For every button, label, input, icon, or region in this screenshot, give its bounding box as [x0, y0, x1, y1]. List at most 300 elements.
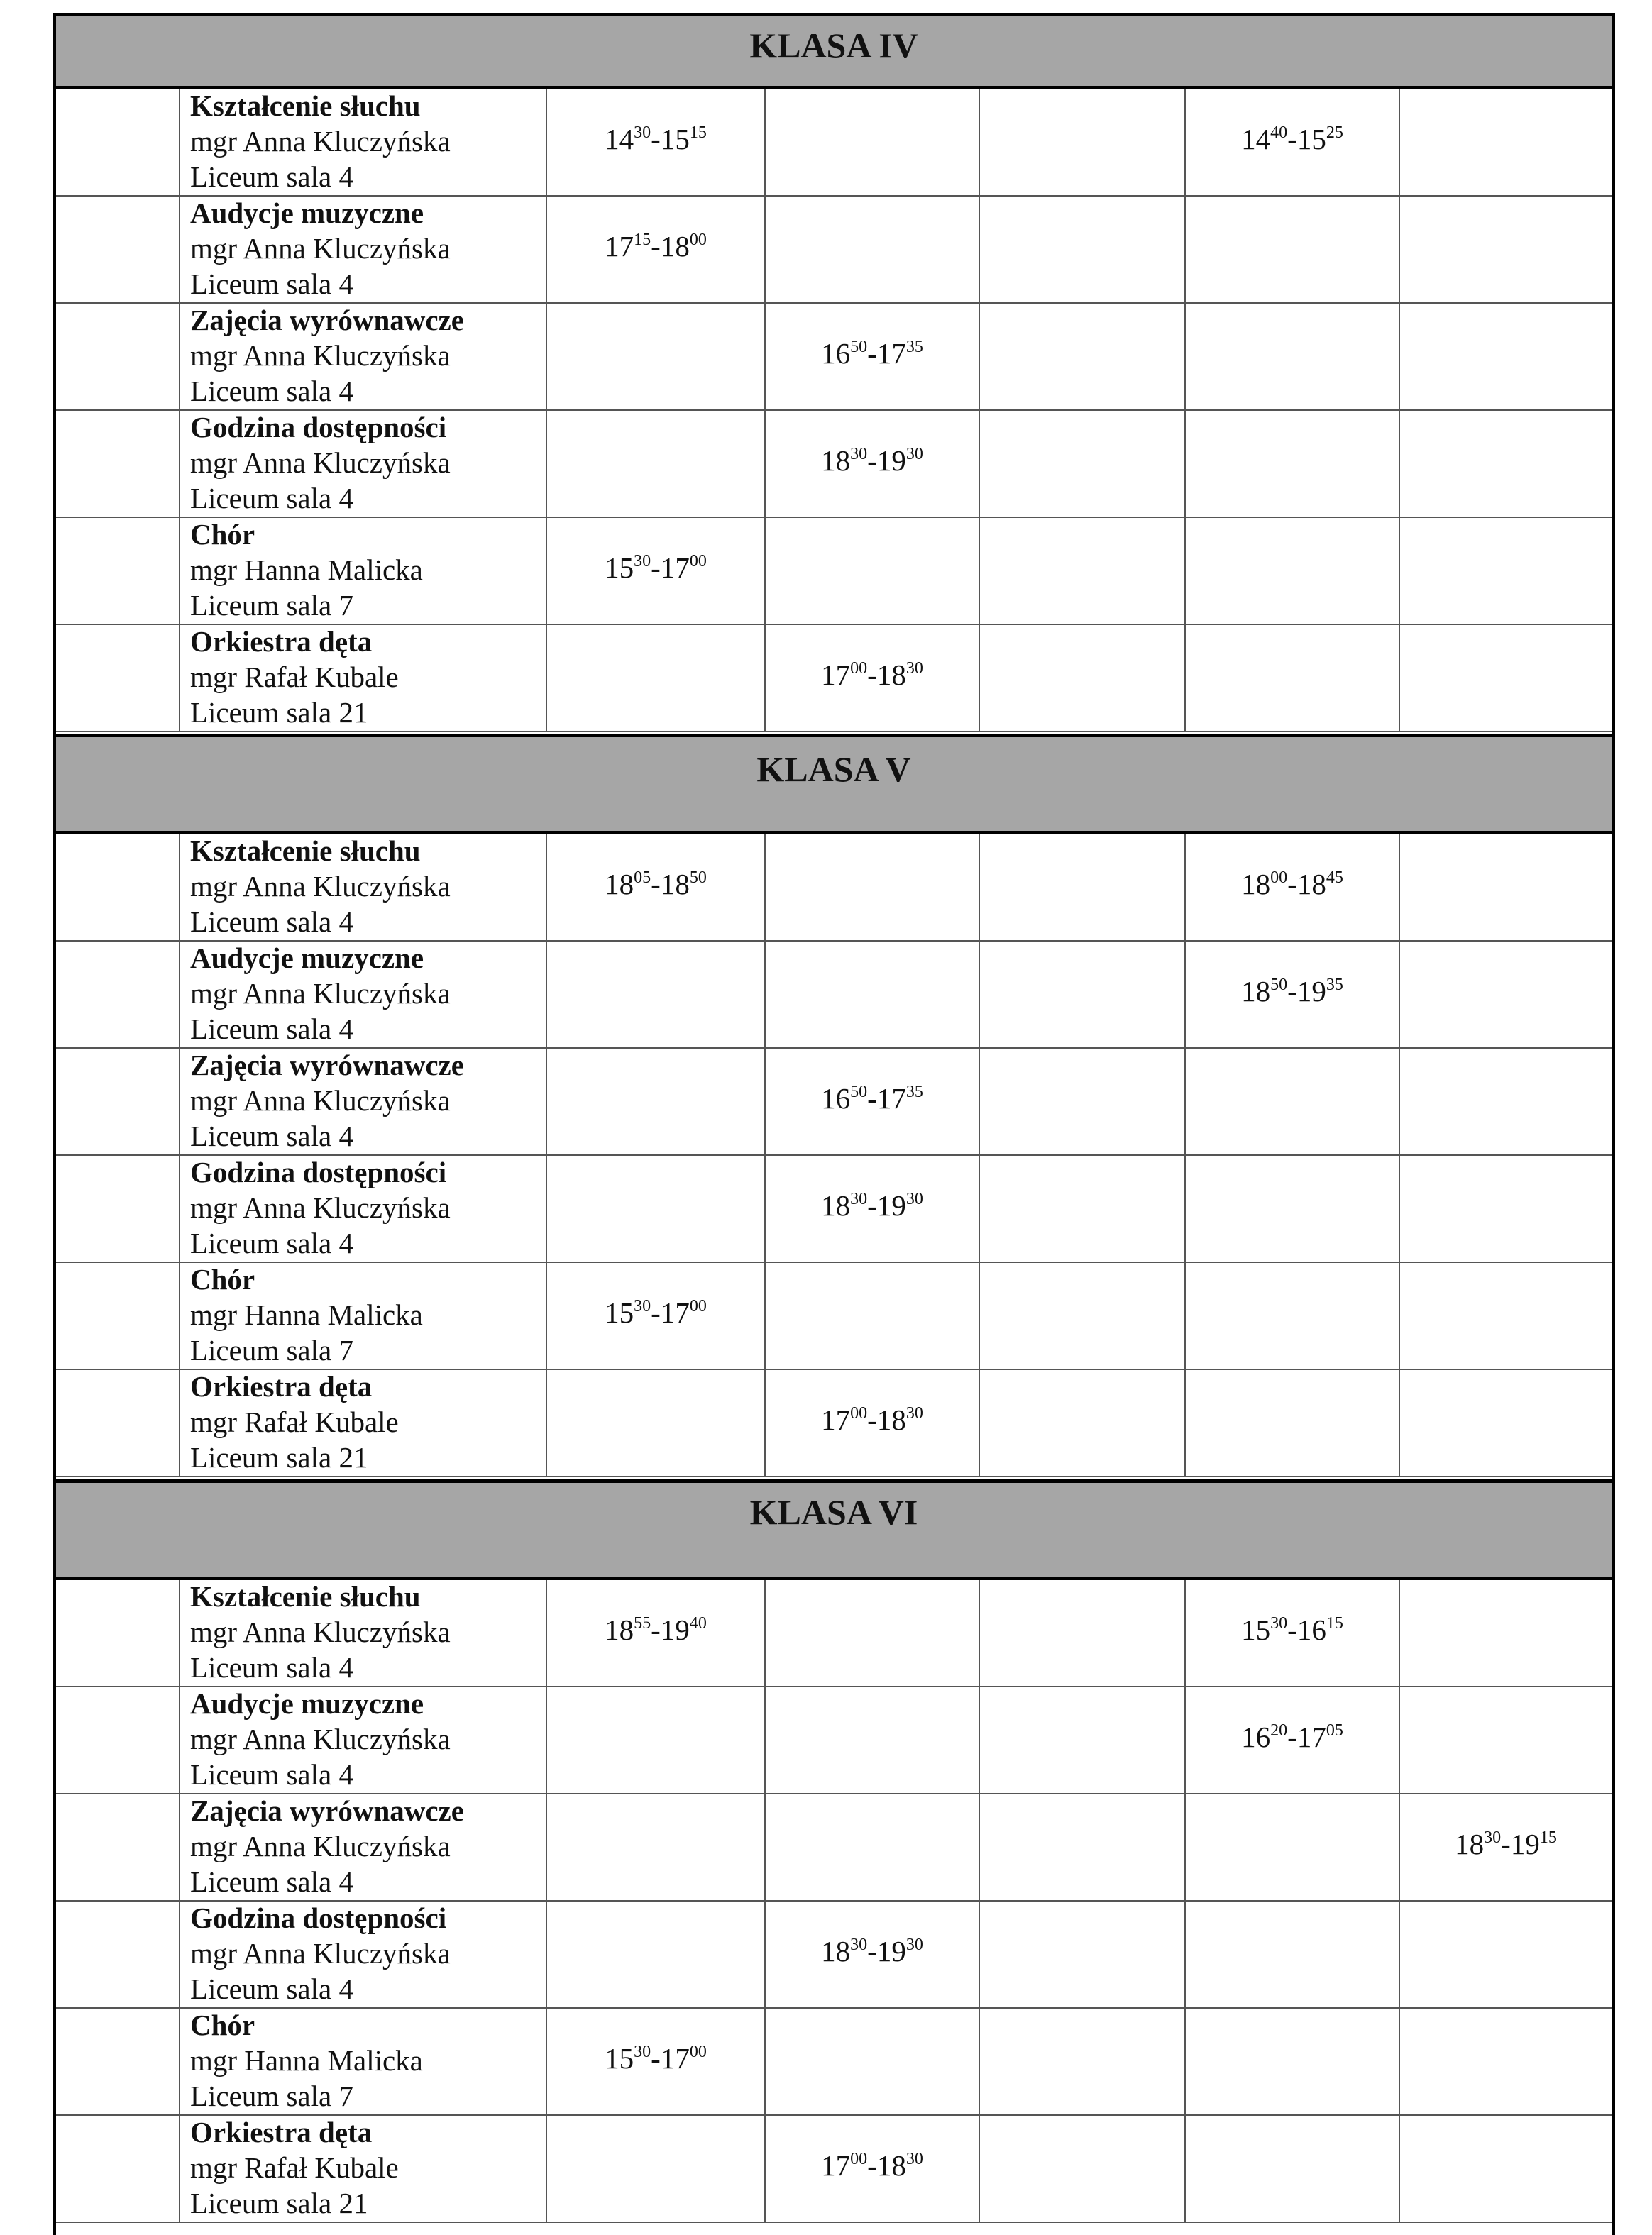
time-minutes: 00: [689, 231, 707, 249]
teacher-name: mgr Anna Kluczyńska: [190, 1191, 451, 1224]
time-cell: [766, 834, 980, 942]
time-hour: 18: [1455, 1828, 1485, 1860]
time-range: $18^{55}-19^{40}$: [605, 1613, 707, 1646]
subject-info: [190, 302, 464, 409]
time-minutes: 20: [1270, 1721, 1288, 1740]
time-hour: 18: [1241, 868, 1271, 900]
subject-cell: [180, 625, 547, 732]
teacher-name: mgr Anna Kluczyńska: [190, 1084, 451, 1117]
time-hour: 18: [876, 1403, 906, 1436]
time-minutes: 30: [905, 1404, 923, 1423]
time-cell: [1186, 2009, 1400, 2116]
time-cell: [766, 1794, 980, 1902]
time-hour: 18: [605, 868, 634, 900]
subject-info: [190, 624, 399, 730]
subject-name: Orkiestra dęta: [190, 2116, 373, 2148]
blank-cell: [56, 1794, 180, 1902]
time-cell: [980, 518, 1186, 625]
time-cell: [980, 1580, 1186, 1687]
time-minutes: 30: [905, 1936, 923, 1954]
teacher-name: mgr Rafał Kubale: [190, 1406, 399, 1438]
time-range: $15^{30}-17^{00}$: [605, 1296, 707, 1329]
time-cell: [547, 2116, 766, 2223]
time-cell: [1186, 89, 1400, 197]
subject-cell: [180, 411, 547, 518]
teacher-name: mgr Rafał Kubale: [190, 2151, 399, 2184]
room-label: Liceum sala 4: [190, 1651, 353, 1684]
subject-cell: [180, 1370, 547, 1477]
time-cell: [766, 1687, 980, 1794]
time-cell: [1400, 89, 1612, 197]
subject-cell: [180, 1263, 547, 1370]
subject-cell: [180, 89, 547, 197]
time-minutes: 55: [634, 1614, 651, 1633]
time-cell: [980, 1370, 1186, 1477]
time-minutes: 45: [1326, 868, 1343, 887]
time-hour: 19: [876, 1189, 906, 1222]
time-range: $16^{20}-17^{05}$: [1241, 1721, 1343, 1753]
time-hour: 18: [1241, 975, 1271, 1008]
subject-info: [190, 1793, 464, 1899]
teacher-name: mgr Hanna Malicka: [190, 2044, 423, 2077]
time-range: $15^{30}-16^{15}$: [1241, 1613, 1343, 1646]
subject-info: [190, 2007, 423, 2114]
time-cell: [766, 197, 980, 304]
teacher-name: mgr Anna Kluczyńska: [190, 125, 451, 158]
blank-cell: [56, 1370, 180, 1477]
time-cell: [547, 1902, 766, 2009]
teacher-name: mgr Hanna Malicka: [190, 553, 423, 586]
time-minutes: 30: [634, 123, 651, 142]
time-cell: [980, 197, 1186, 304]
time-hour: 19: [876, 1935, 906, 1968]
subject-name: Audycje muzyczne: [190, 942, 424, 974]
schedule-row: [56, 1049, 1612, 1156]
blank-cell: [56, 304, 180, 411]
time-cell: [766, 1580, 980, 1687]
time-hour: 16: [821, 1082, 851, 1115]
time-hour: 17: [660, 2042, 690, 2075]
room-label: Liceum sala 4: [190, 160, 353, 193]
blank-cell: [56, 197, 180, 304]
subject-name: Zajęcia wyrównawcze: [190, 304, 464, 336]
time-minutes: 30: [905, 1190, 923, 1208]
time-minutes: 30: [905, 2150, 923, 2168]
time-cell: [1186, 1902, 1400, 2009]
time-cell: [1186, 304, 1400, 411]
subject-name: Kształcenie słuchu: [190, 834, 421, 867]
time-minutes: 40: [1270, 123, 1288, 142]
time-minutes: 30: [634, 2043, 651, 2061]
room-label: Liceum sala 7: [190, 2080, 353, 2112]
time-cell: [980, 1794, 1186, 1902]
time-cell: [980, 1049, 1186, 1156]
time-range: $14^{40}-15^{25}$: [1241, 123, 1343, 155]
subject-name: Zajęcia wyrównawcze: [190, 1794, 464, 1827]
time-cell: [1186, 1794, 1400, 1902]
time-hour: 15: [605, 2042, 634, 2075]
time-cell: [547, 1156, 766, 1263]
time-range: $14^{30}-15^{15}$: [605, 123, 707, 155]
section-header: [56, 734, 1612, 834]
time-cell: [1186, 942, 1400, 1049]
schedule-row: [56, 1902, 1612, 2009]
time-cell: [1186, 518, 1400, 625]
subject-cell: [180, 1049, 547, 1156]
time-hour: 18: [821, 444, 851, 477]
blank-cell: [56, 1049, 180, 1156]
time-hour: 18: [876, 2149, 906, 2182]
blank-cell: [56, 1156, 180, 1263]
teacher-name: mgr Anna Kluczyńska: [190, 339, 451, 372]
time-minutes: 50: [1270, 976, 1288, 994]
time-minutes: 00: [689, 1297, 707, 1315]
schedule-row: [56, 89, 1612, 197]
schedule-row: [56, 411, 1612, 518]
time-minutes: 15: [634, 231, 651, 249]
time-cell: [766, 2116, 980, 2223]
blank-cell: [56, 1687, 180, 1794]
time-minutes: 35: [1326, 976, 1343, 994]
time-cell: [980, 834, 1186, 942]
time-cell: [980, 2009, 1186, 2116]
subject-cell: [180, 942, 547, 1049]
time-cell: [1400, 1156, 1612, 1263]
teacher-name: mgr Anna Kluczyńska: [190, 1830, 451, 1862]
schedule-row: [56, 197, 1612, 304]
time-minutes: 50: [850, 1083, 868, 1101]
time-cell: [766, 89, 980, 197]
time-cell: [980, 89, 1186, 197]
time-minutes: 30: [850, 1936, 868, 1954]
time-hour: 17: [605, 230, 634, 263]
time-hour: 15: [1241, 1613, 1271, 1646]
time-cell: [1400, 518, 1612, 625]
subject-cell: [180, 197, 547, 304]
room-label: Liceum sala 4: [190, 1758, 353, 1791]
time-hour: 18: [660, 230, 690, 263]
subject-info: [190, 195, 451, 302]
teacher-name: mgr Anna Kluczyńska: [190, 232, 451, 265]
time-hour: 14: [1241, 123, 1271, 155]
blank-cell: [56, 1580, 180, 1687]
time-cell: [980, 411, 1186, 518]
room-label: Liceum sala 21: [190, 1441, 368, 1474]
time-cell: [1186, 197, 1400, 304]
time-cell: [547, 1687, 766, 1794]
time-minutes: 00: [689, 552, 707, 570]
subject-info: [190, 517, 423, 623]
room-label: Liceum sala 4: [190, 905, 353, 938]
time-hour: 19: [1510, 1828, 1540, 1860]
time-range: $15^{30}-17^{00}$: [605, 551, 707, 584]
time-range: $15^{30}-17^{00}$: [605, 2042, 707, 2075]
subject-name: Godzina dostępności: [190, 1156, 447, 1188]
subject-info: [190, 1686, 451, 1792]
teacher-name: mgr Anna Kluczyńska: [190, 1616, 451, 1648]
time-minutes: 30: [1270, 1614, 1288, 1633]
teacher-name: mgr Anna Kluczyńska: [190, 446, 451, 479]
time-cell: [1186, 1049, 1400, 1156]
time-cell: [1400, 2009, 1612, 2116]
subject-cell: [180, 304, 547, 411]
time-hour: 18: [821, 1189, 851, 1222]
teacher-name: mgr Anna Kluczyńska: [190, 977, 451, 1010]
subject-cell: [180, 1156, 547, 1263]
time-cell: [547, 1263, 766, 1370]
schedule-row: [56, 304, 1612, 411]
time-minutes: 50: [850, 338, 868, 356]
time-hour: 14: [605, 123, 634, 155]
teacher-name: mgr Anna Kluczyńska: [190, 1937, 451, 1970]
time-cell: [547, 304, 766, 411]
time-minutes: 35: [905, 1083, 923, 1101]
time-minutes: 30: [634, 552, 651, 570]
time-hour: 15: [605, 1296, 634, 1329]
teacher-name: mgr Anna Kluczyńska: [190, 1723, 451, 1755]
time-cell: [547, 834, 766, 942]
time-cell: [1400, 1580, 1612, 1687]
time-minutes: 00: [850, 2150, 868, 2168]
time-hour: 16: [821, 337, 851, 370]
time-hour: 15: [660, 123, 690, 155]
time-minutes: 30: [905, 445, 923, 463]
time-cell: [1400, 942, 1612, 1049]
subject-info: [190, 88, 451, 194]
schedule-row: [56, 625, 1612, 732]
time-cell: [766, 625, 980, 732]
time-cell: [1186, 1156, 1400, 1263]
subject-name: Orkiestra dęta: [190, 625, 373, 658]
subject-info: [190, 409, 451, 516]
time-range: $18^{00}-18^{45}$: [1241, 868, 1343, 900]
subject-cell: [180, 834, 547, 942]
subject-cell: [180, 1580, 547, 1687]
subject-cell: [180, 1902, 547, 2009]
blank-cell: [56, 2116, 180, 2223]
time-hour: 15: [1296, 123, 1326, 155]
time-range: $17^{00}-18^{30}$: [821, 2149, 923, 2182]
time-range: $17^{00}-18^{30}$: [821, 658, 923, 691]
time-cell: [980, 304, 1186, 411]
time-cell: [766, 1156, 980, 1263]
subject-name: Chór: [190, 518, 255, 551]
time-cell: [766, 1370, 980, 1477]
subject-name: Godzina dostępności: [190, 1902, 447, 1934]
time-cell: [1186, 411, 1400, 518]
time-cell: [980, 1687, 1186, 1794]
time-hour: 19: [876, 444, 906, 477]
time-minutes: 35: [905, 338, 923, 356]
time-minutes: 15: [1539, 1828, 1557, 1847]
schedule-row: [56, 1370, 1612, 1477]
time-cell: [980, 942, 1186, 1049]
time-range: $18^{30}-19^{30}$: [821, 444, 923, 477]
time-cell: [547, 2009, 766, 2116]
subject-name: Orkiestra dęta: [190, 1370, 373, 1403]
subject-name: Chór: [190, 1263, 255, 1296]
subject-name: Kształcenie słuchu: [190, 89, 421, 122]
time-hour: 18: [660, 868, 690, 900]
subject-name: Audycje muzyczne: [190, 1687, 424, 1720]
time-cell: [1400, 197, 1612, 304]
time-cell: [766, 304, 980, 411]
time-minutes: 05: [1326, 1721, 1343, 1740]
schedule-row: [56, 1263, 1612, 1370]
time-cell: [1186, 1580, 1400, 1687]
teacher-name: mgr Hanna Malicka: [190, 1298, 423, 1331]
time-cell: [1186, 2116, 1400, 2223]
time-cell: [547, 197, 766, 304]
room-label: Liceum sala 4: [190, 1012, 353, 1045]
time-range: $16^{50}-17^{35}$: [821, 1082, 923, 1115]
time-cell: [1400, 304, 1612, 411]
blank-cell: [56, 1902, 180, 2009]
time-minutes: 05: [634, 868, 651, 887]
time-cell: [980, 625, 1186, 732]
time-range: $18^{05}-18^{50}$: [605, 868, 707, 900]
time-range: $18^{30}-19^{30}$: [821, 1935, 923, 1968]
section-title: KLASA IV: [749, 26, 918, 65]
room-label: Liceum sala 21: [190, 2187, 368, 2219]
time-cell: [547, 1580, 766, 1687]
time-minutes: 25: [1326, 123, 1343, 142]
time-cell: [1186, 1687, 1400, 1794]
time-cell: [766, 942, 980, 1049]
time-hour: 17: [660, 1296, 690, 1329]
time-minutes: 30: [850, 1190, 868, 1208]
room-label: Liceum sala 4: [190, 267, 353, 300]
time-hour: 17: [876, 1082, 906, 1115]
subject-info: [190, 2114, 399, 2221]
time-cell: [980, 1263, 1186, 1370]
time-range: $17^{00}-18^{30}$: [821, 1403, 923, 1436]
time-cell: [1400, 834, 1612, 942]
time-minutes: 15: [1326, 1614, 1343, 1633]
time-minutes: 00: [1270, 868, 1288, 887]
time-cell: [766, 411, 980, 518]
subject-info: [190, 1154, 451, 1261]
time-cell: [547, 411, 766, 518]
subject-name: Godzina dostępności: [190, 411, 447, 443]
time-hour: 17: [1296, 1721, 1326, 1753]
blank-cell: [56, 518, 180, 625]
time-cell: [1186, 1263, 1400, 1370]
subject-cell: [180, 518, 547, 625]
schedule-row: [56, 834, 1612, 942]
time-range: $18^{30}-19^{30}$: [821, 1189, 923, 1222]
time-hour: 17: [660, 551, 690, 584]
schedule-row: [56, 2009, 1612, 2116]
time-cell: [1186, 1370, 1400, 1477]
time-cell: [766, 1902, 980, 2009]
time-minutes: 30: [1484, 1828, 1502, 1847]
time-cell: [547, 89, 766, 197]
time-hour: 18: [605, 1613, 634, 1646]
subject-cell: [180, 2009, 547, 2116]
subject-cell: [180, 1687, 547, 1794]
time-hour: 17: [876, 337, 906, 370]
subject-info: [190, 940, 451, 1047]
time-cell: [766, 2009, 980, 2116]
blank-cell: [56, 834, 180, 942]
time-cell: [980, 1902, 1186, 2009]
time-minutes: 30: [634, 1297, 651, 1315]
section-header: [56, 13, 1612, 89]
time-minutes: 15: [689, 123, 707, 142]
room-label: Liceum sala 4: [190, 1972, 353, 2005]
subject-info: [190, 833, 451, 939]
time-cell: [1400, 1370, 1612, 1477]
time-minutes: 00: [689, 2043, 707, 2061]
time-minutes: 30: [905, 659, 923, 678]
time-cell: [547, 518, 766, 625]
time-minutes: 30: [850, 445, 868, 463]
time-cell: [980, 1156, 1186, 1263]
time-cell: [1186, 625, 1400, 732]
time-cell: [1400, 1902, 1612, 2009]
time-minutes: 00: [850, 1404, 868, 1423]
time-cell: [766, 1049, 980, 1156]
time-cell: [1400, 1794, 1612, 1902]
schedule-table: [53, 13, 1615, 2235]
room-label: Liceum sala 7: [190, 589, 353, 622]
blank-cell: [56, 942, 180, 1049]
teacher-name: mgr Anna Kluczyńska: [190, 870, 451, 903]
time-minutes: 50: [689, 868, 707, 887]
time-hour: 19: [660, 1613, 690, 1646]
room-label: Liceum sala 4: [190, 1865, 353, 1898]
blank-cell: [56, 1263, 180, 1370]
section-title: KLASA V: [756, 749, 911, 789]
subject-info: [190, 1047, 464, 1154]
room-label: Liceum sala 4: [190, 1120, 353, 1152]
subject-cell: [180, 1794, 547, 1902]
room-label: Liceum sala 7: [190, 1334, 353, 1367]
time-cell: [766, 1263, 980, 1370]
time-hour: 17: [821, 2149, 851, 2182]
room-label: Liceum sala 4: [190, 375, 353, 407]
time-hour: 15: [605, 551, 634, 584]
time-minutes: 00: [850, 659, 868, 678]
time-range: $18^{50}-19^{35}$: [1241, 975, 1343, 1008]
section-title: KLASA VI: [749, 1492, 918, 1532]
subject-name: Audycje muzyczne: [190, 197, 424, 229]
time-cell: [766, 518, 980, 625]
schedule-row: [56, 2116, 1612, 2223]
time-hour: 16: [1296, 1613, 1326, 1646]
subject-cell: [180, 2116, 547, 2223]
schedule-row: [56, 942, 1612, 1049]
room-label: Liceum sala 4: [190, 1227, 353, 1259]
time-cell: [1400, 1263, 1612, 1370]
time-cell: [547, 1794, 766, 1902]
time-hour: 18: [876, 658, 906, 691]
time-hour: 16: [1241, 1721, 1271, 1753]
time-cell: [1186, 834, 1400, 942]
time-minutes: 40: [689, 1614, 707, 1633]
room-label: Liceum sala 4: [190, 482, 353, 514]
subject-info: [190, 1579, 451, 1685]
time-cell: [980, 2116, 1186, 2223]
time-cell: [1400, 2116, 1612, 2223]
subject-info: [190, 1900, 451, 2007]
blank-cell: [56, 2009, 180, 2116]
time-cell: [547, 1370, 766, 1477]
time-cell: [1400, 1687, 1612, 1794]
time-range: $17^{15}-18^{00}$: [605, 230, 707, 263]
blank-cell: [56, 625, 180, 732]
